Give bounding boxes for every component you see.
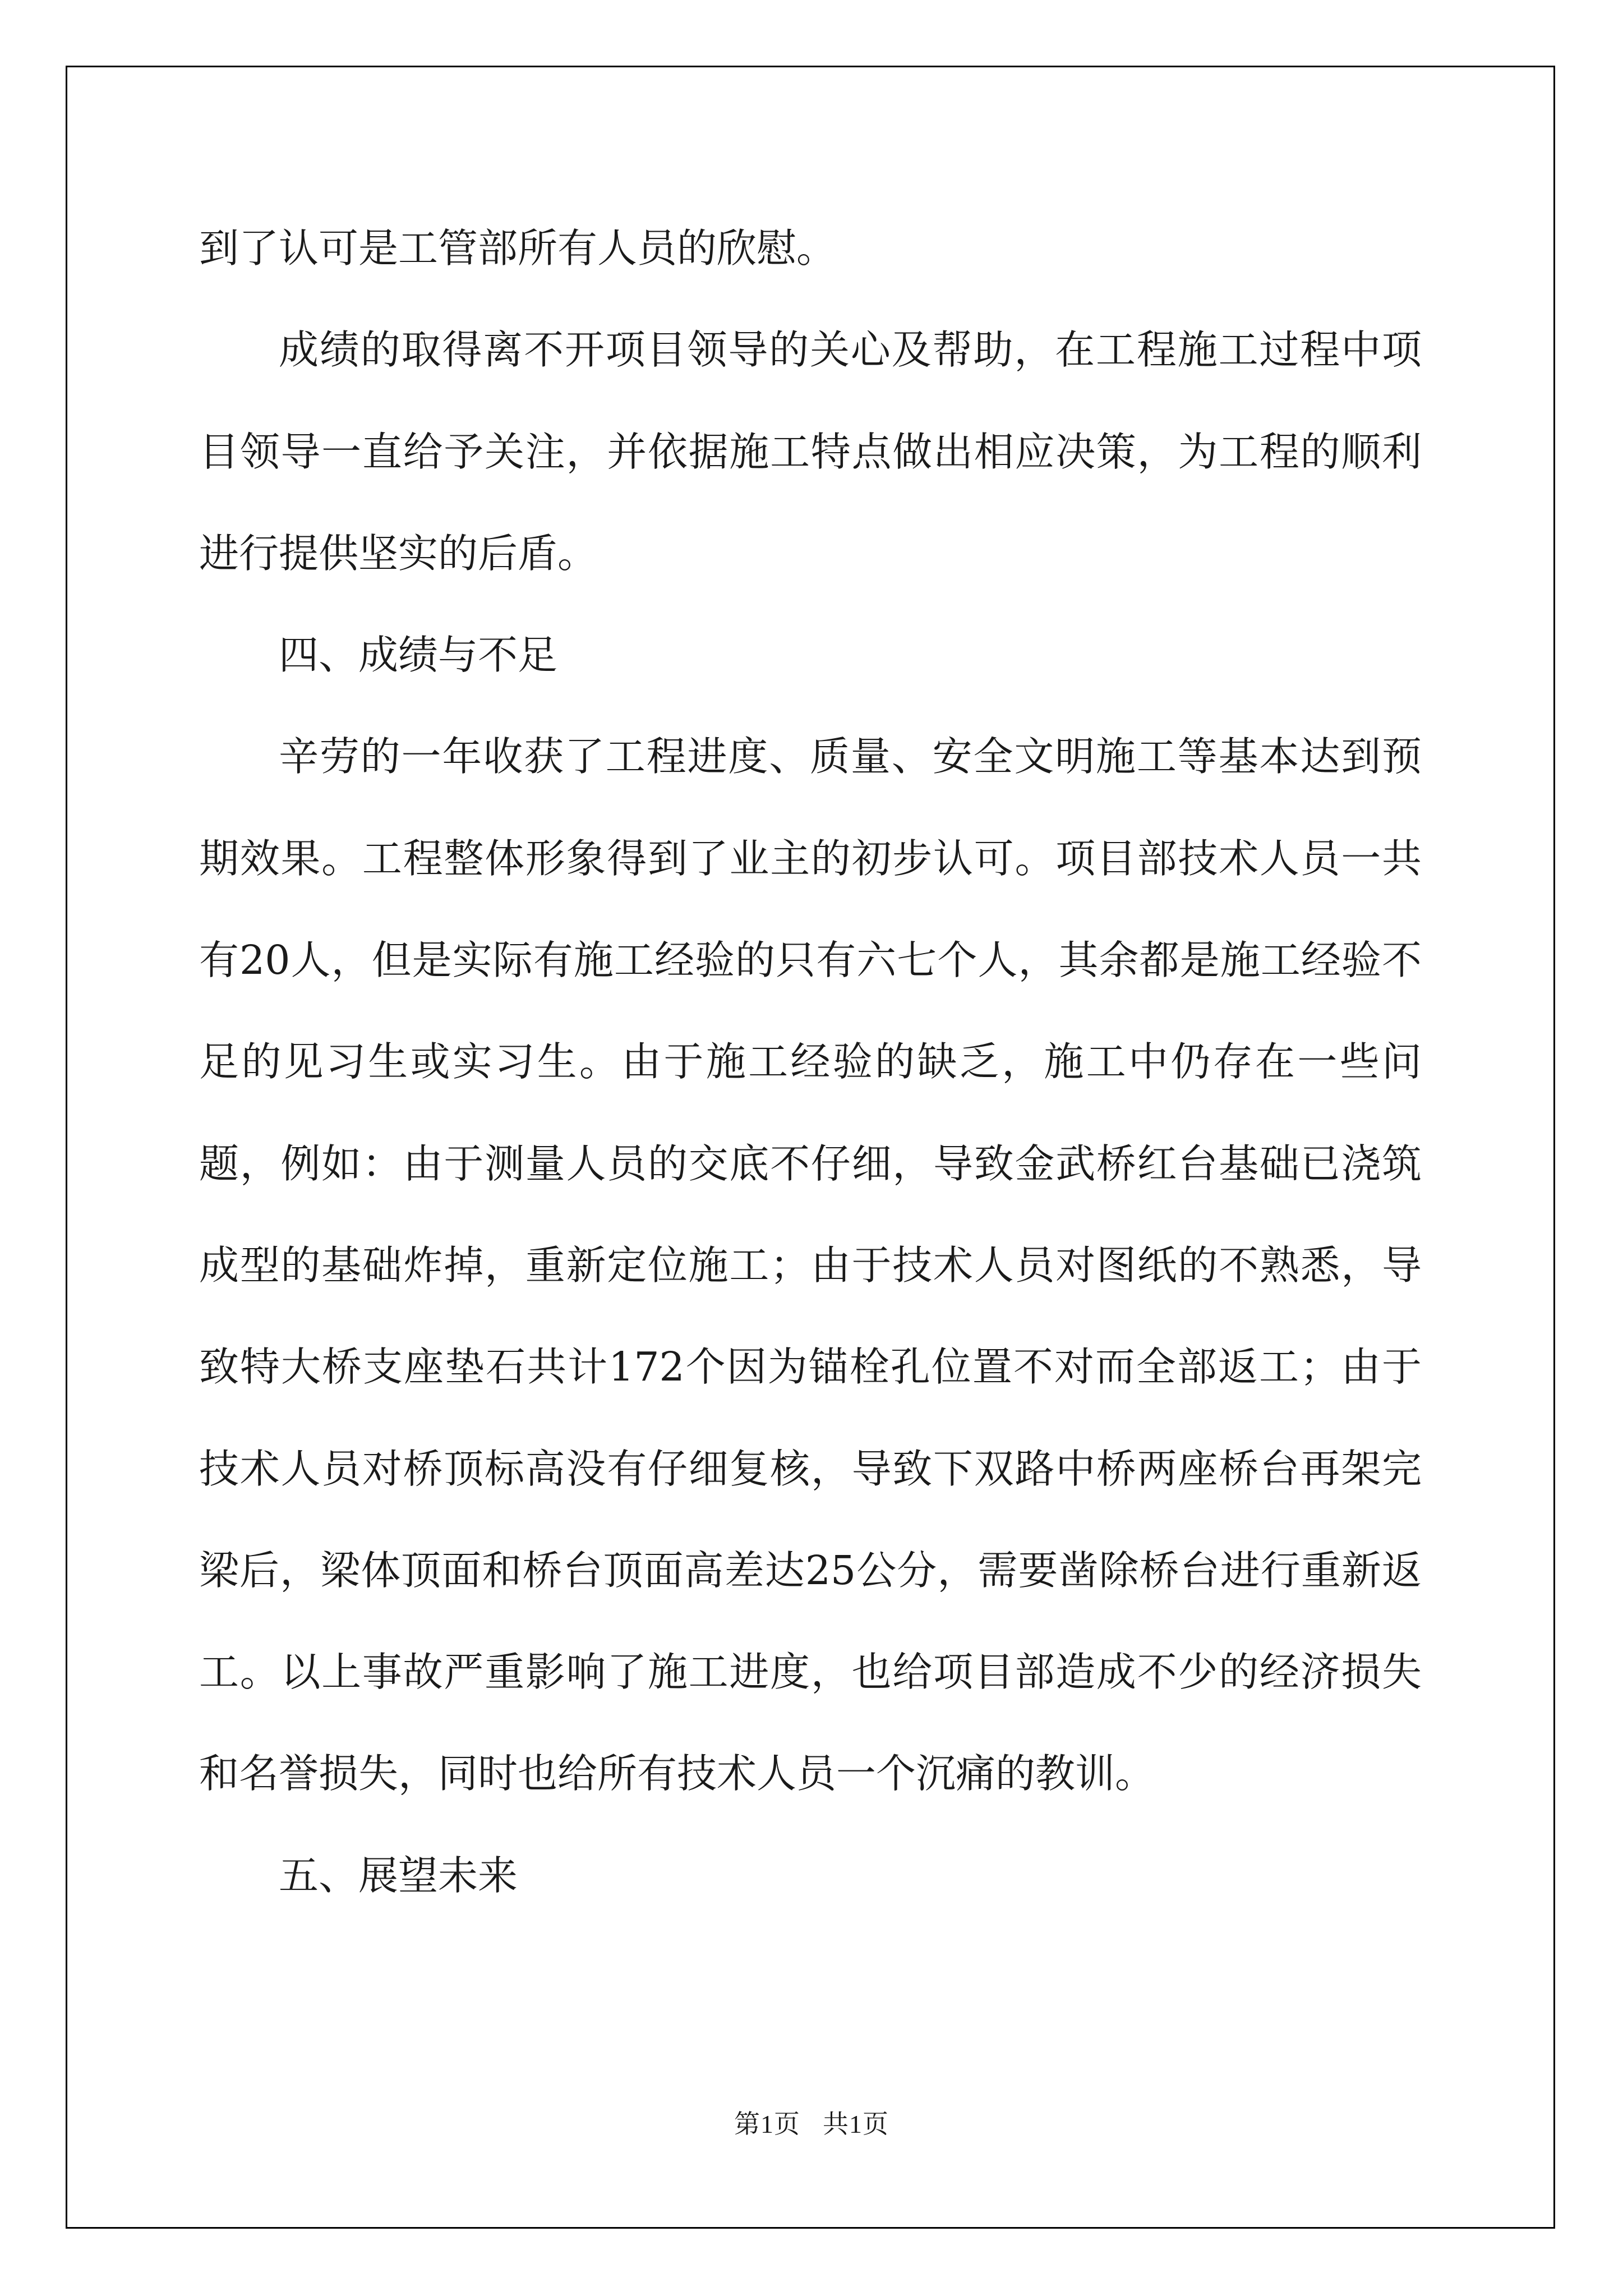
- paragraph-leadership: 成绩的取得离不开项目领导的关心及帮助，在工程施工过程中项目领导一直给予关注，并依据施工特点做出相应决策，为工程的顺利进行提供坚实的后盾。: [199, 326, 1422, 577]
- section-heading-outlook: 五、展望未来: [279, 1852, 518, 1899]
- paragraph-continuation: 到了认可是工管部所有人员的欣慰。: [199, 225, 837, 272]
- paragraph-achievements: 辛劳的一年收获了工程进度、质量、安全文明施工等基本达到预期效果。工程整体形象得到了业主的初步认可。项目部技术人员一共有20人，但是实际有施工经验的只有六七个人，其余都是施工经验不足的见习生或实习生。由于施工经验的缺乏，施工中仍存在一些问题，例如：由于测量人员的交底不仔细，导致金武桥红台基础已浇筑成型的基础炸掉，重新定位施工；由于技术人员对图纸的不熟悉，导致特大桥支座垫石共计172个因为锚栓孔位置不对而全部返工；由于技术人员对桥顶标高没有仔细复核，导致下双路中桥两座桥台再架完梁后，梁体顶面和桥台顶面高差达25公分，需要凿除桥台进行重新返工。以上事故严重影响了施工进度，也给项目部造成不少的经济损失和名誉损失，同时也给所有技术人员一个沉痛的教训。: [199, 733, 1422, 1797]
- section-heading-achievements: 四、成绩与不足: [279, 632, 558, 679]
- total-pages: 共1页: [823, 2110, 889, 2138]
- page-footer: [0, 2104, 1623, 2141]
- page-number: 第1页: [734, 2110, 800, 2138]
- document-body: [199, 197, 1422, 1926]
